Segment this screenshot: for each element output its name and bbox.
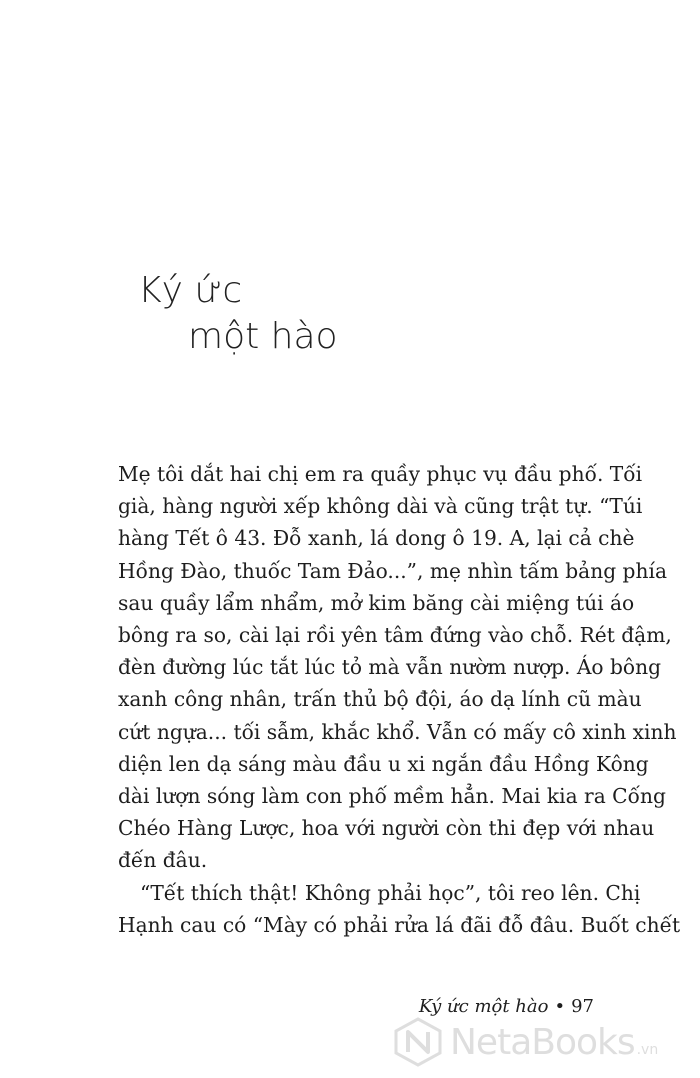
chapter-title [138,268,338,360]
text-line: xanh công nhân, trấn thủ bộ đội, áo dạ lính cũ màu [118,687,642,712]
watermark-brand: NetaBooks [450,1021,635,1063]
paragraph-2 [118,877,681,941]
text-line: đèn đường lúc tắt lúc tỏ mà vẫn nườm nượp. Áo bông [118,655,662,680]
text-line: Hồng Đào, thuốc Tam Đảo...”, mẹ nhìn tấm bảng phía [118,558,667,583]
text-line: hàng Tết ô 43. Đỗ xanh, lá dong ô 19. A, lại cả chè [118,526,635,551]
text-line: Chéo Hàng Lược, hoa với người còn thi đẹp với nhau [118,816,655,841]
text-line: già, hàng người xếp không dài và cũng trật tự. “Túi [118,494,643,519]
text-line: sau quầy lẩm nhẩm, mở kim băng cài miệng túi áo [118,590,635,615]
n-logo-icon [392,1016,444,1068]
text-line: đến đâu. [118,848,208,873]
chapter-title-line-2: một hào [188,316,338,357]
text-line: dài lượn sóng làm con phố mềm hẳn. Mai kia ra Cống [118,784,666,809]
paragraph-1 [118,458,677,877]
chapter-title-line-1: Ký ức [138,270,243,311]
text-line: diện len dạ sáng màu đầu u xi ngắn đầu Hồng Kông [118,751,649,776]
text-line: bông ra so, cài lại rồi yên tâm đứng vào chỗ. Rét đậm, [118,623,672,648]
text-line: Hạnh cau có “Mày có phải rửa lá đãi đỗ đâu. Buốt chết [118,912,681,937]
footer-separator: • [554,996,566,1017]
body-text [118,458,681,941]
text-line: “Tết thích thật! Không phải học”, tôi reo lên. Chị [140,880,641,905]
watermark-tld: .vn [636,1042,659,1058]
running-title: Ký ức một hào [418,996,549,1017]
page-number: 97 [571,996,594,1017]
text-line: cứt ngựa... tối sẫm, khắc khổ. Vẫn có mấy cô xinh xinh [118,719,677,744]
watermark [392,1012,692,1072]
text-line: Mẹ tôi dắt hai chị em ra quầy phục vụ đầu phố. Tối [118,462,643,486]
